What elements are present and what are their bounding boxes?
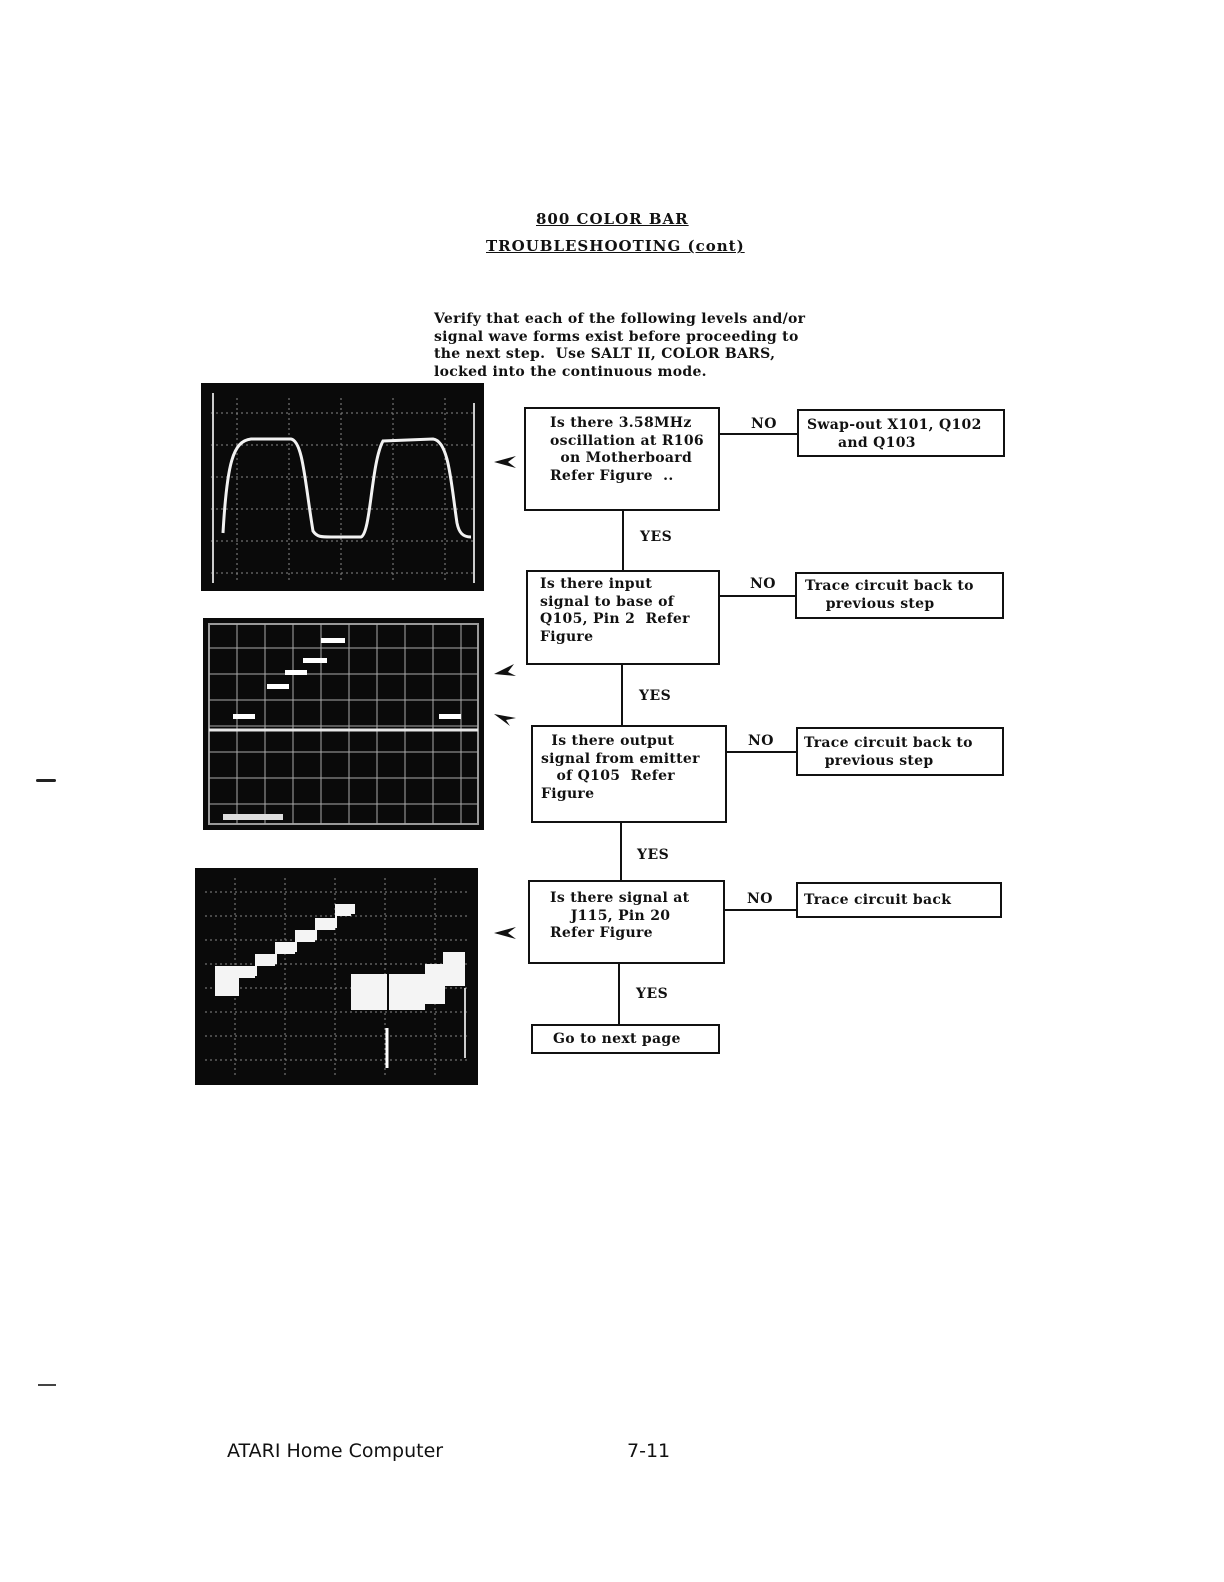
action-text: Trace circuit back to previous step	[805, 578, 974, 612]
action-box-step-3	[796, 727, 1004, 776]
action-box-step-2	[795, 572, 1004, 619]
oscilloscope-image-1	[201, 383, 484, 591]
scan-mark	[38, 1384, 56, 1386]
no-label: NO	[748, 733, 774, 749]
no-label: NO	[751, 416, 777, 432]
pointer-arrow-icon	[494, 710, 518, 726]
yes-label: YES	[640, 529, 673, 545]
yes-label: YES	[636, 986, 669, 1002]
decision-box-step-4	[528, 880, 725, 964]
oscilloscope-sine-wave-graphic	[201, 383, 484, 591]
no-connector	[720, 595, 796, 597]
scan-mark	[36, 779, 56, 782]
action-text: Swap-out X101, Q102 and Q103	[807, 417, 982, 451]
pointer-arrow-icon	[494, 454, 518, 470]
decision-text: Is there output signal from emitter of Q105 Refer Figure	[541, 733, 700, 802]
oscilloscope-image-3	[195, 868, 478, 1085]
intro-paragraph: Verify that each of the following levels and/or signal wave forms exist before proceeding to the next step. Use SALT II, COLOR BARS, locked into the continuous mode.	[434, 311, 806, 380]
no-label: NO	[747, 891, 773, 907]
action-box-step-1	[797, 409, 1005, 457]
decision-text: Is there signal at J115, Pin 20 Refer Figure	[550, 890, 690, 941]
oscilloscope-image-2	[203, 618, 484, 830]
decision-box-step-3	[531, 725, 727, 823]
pointer-arrow-icon	[494, 662, 518, 678]
yes-connector	[621, 665, 623, 725]
yes-connector	[618, 964, 620, 1024]
yes-label: YES	[639, 688, 672, 704]
no-connector	[727, 751, 797, 753]
yes-connector	[622, 511, 624, 570]
no-connector	[720, 433, 798, 435]
yes-label: YES	[637, 847, 670, 863]
page-title-line1: 800 COLOR BAR	[536, 210, 689, 228]
footer-title: ATARI Home Computer	[227, 1440, 444, 1462]
final-box	[531, 1024, 720, 1054]
decision-box-step-1	[524, 407, 720, 511]
decision-text: Is there input signal to base of Q105, Pin 2 Refer Figure	[540, 576, 690, 645]
page-title-line2: TROUBLESHOOTING (cont)	[486, 237, 745, 255]
no-label: NO	[750, 576, 776, 592]
final-text: Go to next page	[553, 1031, 681, 1047]
action-text: Trace circuit back to previous step	[804, 735, 973, 769]
yes-connector	[620, 823, 622, 880]
decision-text: Is there 3.58MHz oscillation at R106 on Motherboard Refer Figure ..	[550, 415, 704, 484]
no-connector	[725, 909, 797, 911]
oscilloscope-staircase-signal-graphic	[195, 868, 478, 1085]
action-box-step-4	[796, 882, 1002, 918]
decision-box-step-2	[526, 570, 720, 665]
oscilloscope-pulse-signal-graphic	[203, 618, 484, 830]
action-text: Trace circuit back	[804, 892, 952, 908]
page-number: 7-11	[627, 1440, 671, 1462]
pointer-arrow-icon	[494, 925, 518, 941]
